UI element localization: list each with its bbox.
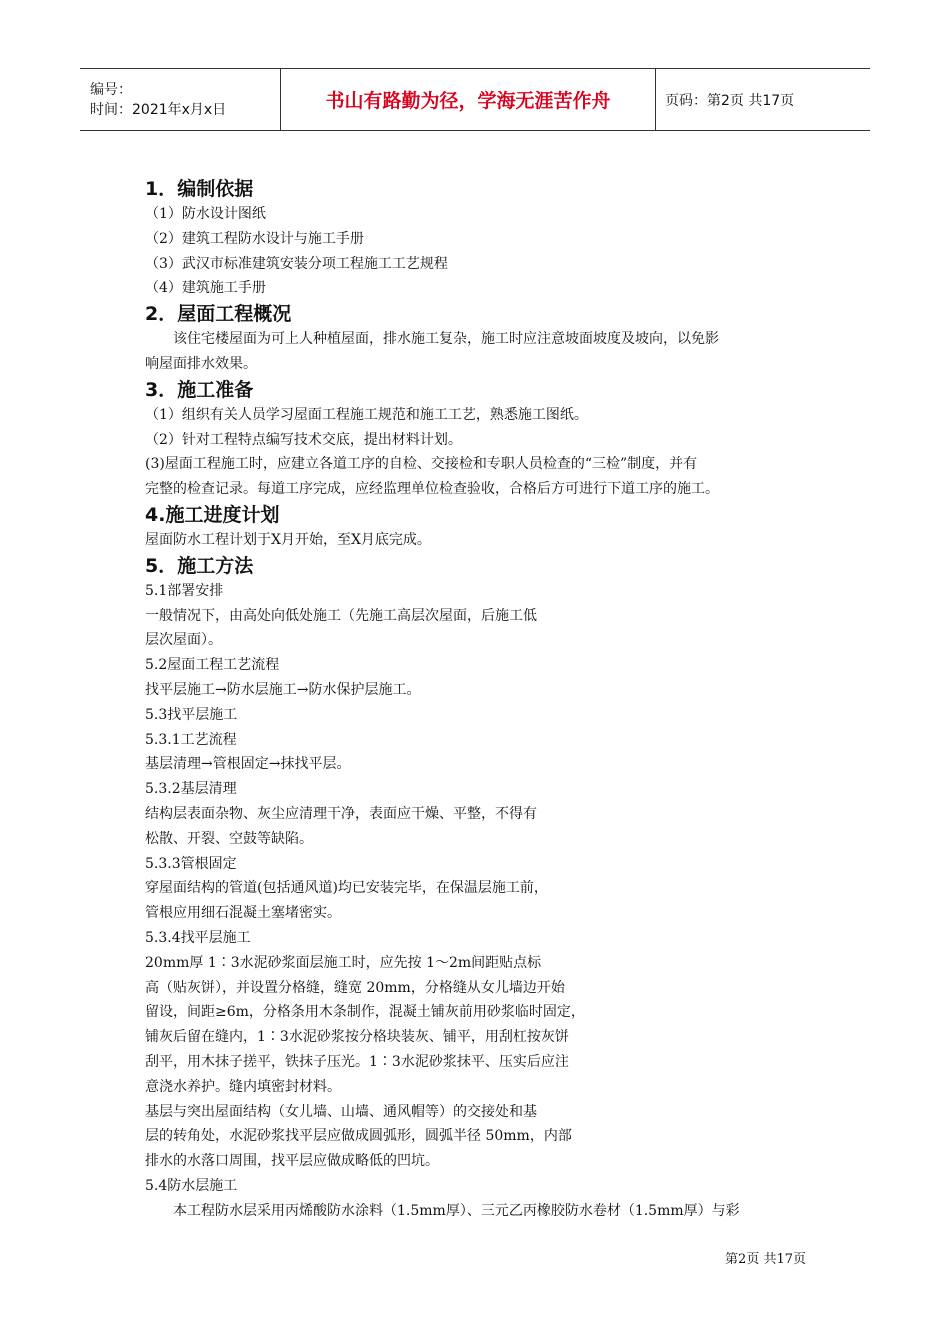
paragraph-line: 排水的水落口周围，找平层应做成略低的凹坑。: [145, 1153, 439, 1170]
subsection-title: 5.3.3管根固定: [145, 855, 237, 872]
paragraph-line: 铺灰后留在缝内，1∶3水泥砂浆按分格块装灰、铺平，用刮杠按灰饼: [145, 1029, 569, 1046]
header-date-label: 时间：2021年x月x日: [90, 101, 227, 118]
paragraph-line: 管根应用细石混凝土塞堵密实。: [145, 905, 341, 922]
subsection-title: 5.1部署安排: [145, 582, 224, 599]
subsection-title: 5.4防水层施工: [145, 1177, 238, 1194]
header-code-label: 编号：: [90, 81, 132, 98]
section-3-item: 完整的检查记录。每道工序完成，应经监理单位检查验收，合格后方可进行下道工序的施工。: [145, 481, 719, 498]
section-4-title: 4.施工进度计划: [145, 503, 280, 526]
section-3-item: （1）组织有关人员学习屋面工程施工规范和施工工艺，熟悉施工图纸。: [145, 406, 588, 423]
section-3-item: （2）针对工程特点编写技术交底，提出材料计划。: [145, 431, 462, 448]
paragraph-line: 穿屋面结构的管道(包括通风道)均已安装完毕，在保温层施工前，: [145, 880, 548, 897]
section-1-item: （4）建筑施工手册: [145, 280, 266, 297]
section-2-text: 响屋面排水效果。: [145, 355, 257, 372]
section-5-title: 5．施工方法: [145, 554, 254, 577]
subsection-title: 5.3找平层施工: [145, 706, 238, 723]
header-page: [656, 69, 870, 130]
header-motto: [281, 69, 656, 130]
section-2-text: 该住宅楼屋面为可上人种植屋面，排水施工复杂，施工时应注意坡面坡度及坡向，以免影: [173, 331, 719, 348]
section-3-item: (3)屋面工程施工时，应建立各道工序的自检、交接检和专职人员检查的“三检”制度，并有: [145, 456, 698, 473]
subsection-title: 5.3.2基层清理: [145, 781, 237, 798]
paragraph-line: 刮平，用木抹子搓平，铁抹子压光。1∶3水泥砂浆抹平、压实后应注: [145, 1053, 569, 1070]
section-1-item: （1）防水设计图纸: [145, 206, 266, 222]
subsection-title: 5.3.1工艺流程: [145, 731, 237, 748]
paragraph-line: 意浇水养护。缝内填密封材料。: [145, 1078, 341, 1095]
header-motto-text: 书山有路勤为径，学海无涯苦作舟: [325, 90, 611, 112]
paragraph-line: 基层清理→管根固定→抹找平层。: [145, 756, 351, 773]
paragraph-line: 结构层表面杂物、灰尘应清理干净，表面应干燥、平整，不得有: [145, 805, 537, 822]
section-3-title: 3．施工准备: [145, 378, 254, 401]
subsection-title: 5.3.4找平层施工: [145, 929, 251, 946]
paragraph-line: 留设，间距≥6m，分格条用木条制作，混凝土铺灰前用砂浆临时固定，: [145, 1004, 585, 1021]
subsection-title: 5.2屋面工程工艺流程: [145, 657, 280, 674]
page-header: [80, 68, 870, 131]
section-1-title: 1．编制依据: [145, 178, 254, 200]
paragraph-line: 本工程防水层采用丙烯酸防水涂料（1.5mm厚）、三元乙丙橡胶防水卷材（1.5mm厚）与彩: [173, 1202, 740, 1219]
paragraph-line: 层次屋面）。: [145, 632, 222, 649]
document-body: [145, 176, 815, 1223]
page-footer: 第2页 共17页: [725, 1252, 806, 1267]
section-2-title: 2．屋面工程概况: [145, 303, 292, 326]
paragraph-line: 基层与突出屋面结构（女儿墙、山墙、通风帽等）的交接处和基: [145, 1103, 537, 1120]
paragraph-line: 松散、开裂、空鼓等缺陷。: [145, 830, 313, 847]
paragraph-line: 一般情况下，由高处向低处施工（先施工高层次屋面，后施工低: [145, 607, 537, 624]
paragraph-line: 高（贴灰饼），并设置分格缝，缝宽 20mm，分格缝从女儿墙边开始: [145, 979, 565, 996]
section-4-text: 屋面防水工程计划于X月开始，至X月底完成。: [145, 531, 431, 548]
header-page-label: 页码：第2页 共17页: [665, 92, 795, 109]
section-1-item: （2）建筑工程防水设计与施工手册: [145, 230, 364, 247]
paragraph-line: 20mm厚 1∶3水泥砂浆面层施工时，应先按 1～2m间距贴点标: [145, 954, 542, 971]
section-1-item: （3）武汉市标准建筑安装分项工程施工工艺规程: [145, 255, 448, 272]
paragraph-line: 找平层施工→防水层施工→防水保护层施工。: [145, 681, 421, 698]
paragraph-line: 层的转角处，水泥砂浆找平层应做成圆弧形，圆弧半径 50mm，内部: [145, 1128, 572, 1145]
header-meta: [80, 69, 281, 130]
